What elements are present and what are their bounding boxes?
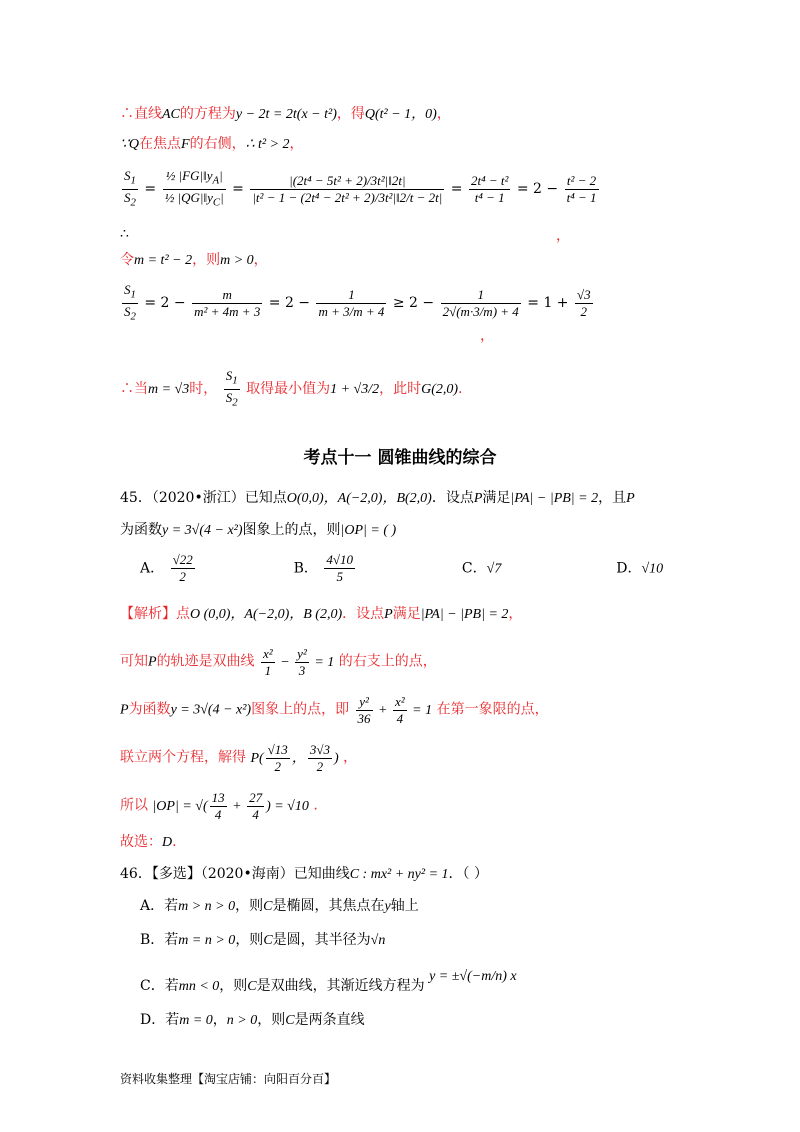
q46-option-a: A．若m > n > 0，则C是椭圆，其焦点在y轴上 [140,898,419,914]
sol45-line-2: 可知P的轨迹是双曲线 $\frac{\text{x²}}{1}$ − $\frac{\text{y²}}{3}$ = 1 的右支上的点， [120,646,437,678]
area-ratio-equation: $\frac{S_1}{S_2}$ = $\frac{\frac{1}{2} |FG|‖y_A|}{\frac{1}{2} |QG|‖y_C|}$ = $\frac{\text{|(2t⁴ − 5t² + 2)/3t²|‖2t|}}{\text{|t² − 1 − (2t⁴ − 2t² + 2)/3t²|‖2/t − 2t|}}$ = $\frac{\text{2t⁴ − t²}}{\text{t⁴ − 1}}$ = 2 − $\frac{\text{t² − 2}}{\text{t⁴ − 1}}$ [124,168,597,209]
q45-stem-line-1: 45．（2020•浙江）已知点O(0,0)，A(−2,0)，B(2,0)．设点P满足|PA| − |PB| = 2，且P [120,490,635,506]
q46-option-b: B．若m = n > 0，则C是圆，其半径为√n [140,932,386,948]
solution-line-6: ∴当m = √3时， $\frac{S_1}{S_2}$ 取得最小值为1 + √3/2，此时G(2,0). [120,368,463,409]
sol45-answer: 故选：D. [120,834,177,850]
q45-stem-line-2: 为函数y = 3√(4 − x²)图象上的点，则|OP| = ( ) [120,522,397,538]
sol45-line-5: 所以 |OP| = √( $\frac{13}{4}$ + $\frac{27}{4}$ ) = √10 . [120,790,318,822]
solution-line-4: 令m = t² − 2，则m > 0， [120,252,268,268]
q46-stem: 46．【多选】（2020•海南）已知曲线C : mx² + ny² = 1．（ ） [120,866,488,882]
q46-option-c: C．若mn < 0，则C是双曲线，其渐近线方程为 y = ±√(−m/n) x [140,969,517,994]
comma: ， [480,328,494,344]
therefore-mark: ∴ [120,226,129,242]
q46-option-d: D．若m = 0，n > 0，则C是两条直线 [140,1012,365,1028]
sol45-line-4: 联立两个方程，解得 P( $\frac{√13}{2}$ ， $\frac{3√3}{2}$ ) ， [120,742,358,774]
comma: ， [556,228,570,244]
section-title: 考点十一 圆锥曲线的综合 [303,448,497,468]
solution-line-2: ∵Q在焦点F的右侧，∴ t² > 2， [120,136,304,152]
sol45-line-1: 【解析】点O (0,0)，A(−2,0)，B (2,0)．设点P满足|PA| − |PB| = 2， [120,606,523,622]
sol45-line-3: P为函数y = 3√(4 − x²)图象上的点，即 $\frac{\text{y²}}{36}$ + $\frac{\text{x²}}{4}$ = 1 在第一象限的点， [120,694,549,726]
page-footer: 资料收集整理【淘宝店铺：向阳百分百】 [120,1072,337,1086]
q45-options: A． $\frac{√22}{2}$ B． $\frac{4√10}{5}$ C．√7 D．√10 [140,552,664,584]
min-value-equation: $\frac{S_1}{S_2}$ = 2 − $\frac{m}{\text{m² + 4m + 3}}$ = 2 − $\frac{1}{m + 3/m + 4}$ ≥ 2 − $\frac{1}{2√(m\cdot 3/m) + 4}$ = 1 + $\frac{√3}{2}$ [124,282,591,323]
solution-line-1: ∴直线AC的方程为y − 2t = 2t(x − t²)，得Q(t² − 1，0)， [120,106,451,122]
